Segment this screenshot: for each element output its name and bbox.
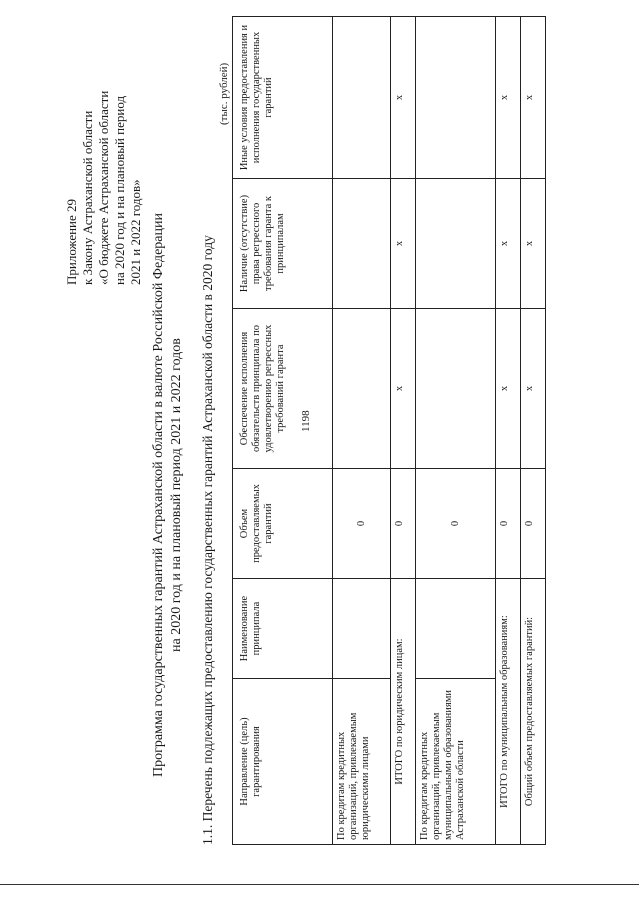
header-principal: Наименование принципала — [233, 579, 333, 679]
grand-total-security: х — [521, 309, 546, 469]
header-direction: Направление (цель) гарантирования — [233, 679, 333, 845]
cell-security — [333, 309, 391, 469]
appendix-line: 2021 и 2022 годов» — [128, 179, 143, 285]
appendix-block — [64, 15, 144, 285]
document-title — [150, 145, 186, 845]
total-label: ИТОГО по юридическим лицам: — [391, 579, 416, 845]
appendix-line: Приложение 29 — [64, 198, 79, 285]
grand-total-other: х — [521, 17, 546, 179]
cell-direction: По кредитам кредитных организаций, привлекаемым муниципальными образованиями Астраханской области — [416, 679, 496, 845]
header-recourse: Наличие (отсутствие) права регрессного требования гаранта к принципалам — [233, 179, 333, 309]
grand-total-row — [521, 17, 546, 845]
appendix-line: на 2020 год и на плановый период — [112, 95, 127, 285]
title-line-1: Программа государственных гарантий Астраханской области в валюте Российской Федерации — [151, 212, 166, 778]
header-volume: Объем предоставляемых гарантий — [233, 469, 333, 579]
grand-total-label: Общий объем предоставляемых гарантий: — [521, 579, 546, 845]
cell-principal — [416, 579, 496, 679]
grand-total-volume: 0 — [521, 469, 546, 579]
total-security: х — [496, 309, 521, 469]
table-header-row — [233, 17, 333, 845]
cell-other — [416, 17, 496, 179]
header-other: Иные условия предоставления и исполнения государственных гарантий — [233, 17, 333, 179]
total-label: ИТОГО по муниципальным образованиям: — [496, 579, 521, 845]
cell-recourse — [333, 179, 391, 309]
cell-other — [333, 17, 391, 179]
units-label: (тыс. рублей) — [218, 62, 230, 125]
total-other: х — [496, 17, 521, 179]
guarantees-table — [232, 16, 546, 845]
table-row — [333, 17, 391, 845]
grand-total-recourse: х — [521, 179, 546, 309]
appendix-line: «О бюджете Астраханской области — [96, 90, 111, 285]
page-bottom-rule — [0, 884, 639, 885]
total-row — [391, 17, 416, 845]
header-security: Обеспечение исполнения обязательств принципала по удовлетворению регрессных требований гаранта — [233, 309, 333, 469]
table-row — [416, 17, 496, 845]
cell-security — [416, 309, 496, 469]
cell-recourse — [416, 179, 496, 309]
cell-volume: 0 — [416, 469, 496, 579]
title-line-2: на 2020 год и на плановый период 2021 и 2022 годов — [169, 338, 184, 652]
total-other: х — [391, 17, 416, 179]
page-number: 1198 — [300, 410, 312, 432]
total-recourse: х — [391, 179, 416, 309]
cell-direction: По кредитам кредитных организаций, привлекаемым юридическими лицами — [333, 679, 391, 845]
total-security: х — [391, 309, 416, 469]
cell-principal — [333, 579, 391, 679]
total-row — [496, 17, 521, 845]
total-volume: 0 — [391, 469, 416, 579]
cell-volume: 0 — [333, 469, 391, 579]
total-volume: 0 — [496, 469, 521, 579]
total-recourse: х — [496, 179, 521, 309]
section-subtitle: 1.1. Перечень подлежащих предоставлению государственных гарантий Астраханской области в 2020 году — [200, 235, 215, 845]
appendix-line: к Закону Астраханской области — [80, 110, 95, 285]
